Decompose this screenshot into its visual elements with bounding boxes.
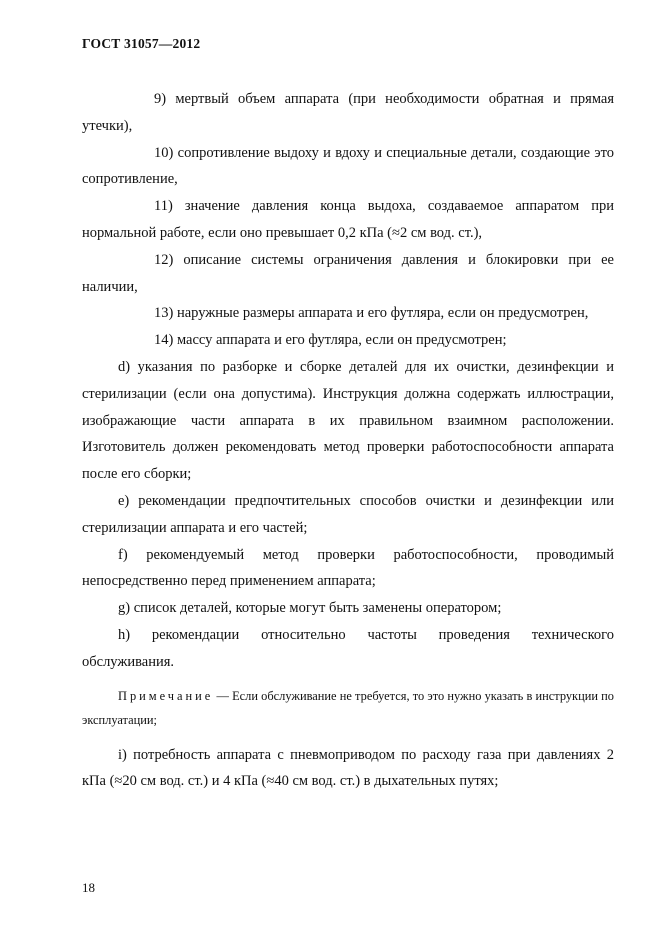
list-item-11: 11) значение давления конца выдоха, создаваемое аппаратом при нормальной работе, если оно превышает 0,2 кПа (≈2 см вод. ст.), xyxy=(82,198,614,241)
note-text: — Если обслуживание не требуется, то это нужно указать в инструкции по эксплуатации; xyxy=(82,688,614,727)
list-item-14: 14) массу аппарата и его футляра, если он предусмотрен; xyxy=(154,332,507,349)
list-item-d: d) указания по разборке и сборке деталей для их очистки, дезинфекции и стерилизации (если она допустима). Инструкция должна содержать иллюстрации, изображающие части аппарата в их правильном взаимном расположении. Изготовитель должен рекомендовать метод проверки работоспособности аппарата после его сборки; xyxy=(82,358,614,483)
list-item-i: i) потребность аппарата с пневмоприводом по расходу газа при давлениях 2 кПа (≈20 см вод. ст.) и 4 кПа (≈40 см вод. ст.) в дыхательных путях; xyxy=(82,746,614,790)
list-item-e: e) рекомендации предпочтительных способов очистки и дезинфекции или стерилизации аппарата и его частей; xyxy=(82,492,614,536)
document-body xyxy=(82,86,614,795)
document-header: ГОСТ 31057—2012 xyxy=(82,36,201,51)
note-label: Примечание xyxy=(118,688,214,703)
note-paragraph xyxy=(82,684,614,732)
list-item-f: f) рекомендуемый метод проверки работоспособности, проводимый непосредственно перед применением аппарата; xyxy=(82,546,614,590)
list-item-10: 10) сопротивление выдоху и вдоху и специальные детали, создающие это сопротивление, xyxy=(82,144,614,188)
page-number: 18 xyxy=(82,880,95,895)
list-item-g: g) список деталей, которые могут быть заменены оператором; xyxy=(118,600,502,617)
list-item-13: 13) наружные размеры аппарата и его футляра, если он предусмотрен, xyxy=(154,305,589,322)
list-item-9: 9) мертвый объем аппарата (при необходимости обратная и прямая утечки), xyxy=(82,91,614,134)
list-item-h: h) рекомендации относительно частоты проведения технического обслуживания. xyxy=(82,626,614,670)
list-item-12: 12) описание системы ограничения давления и блокировки при ее наличии, xyxy=(82,251,614,295)
